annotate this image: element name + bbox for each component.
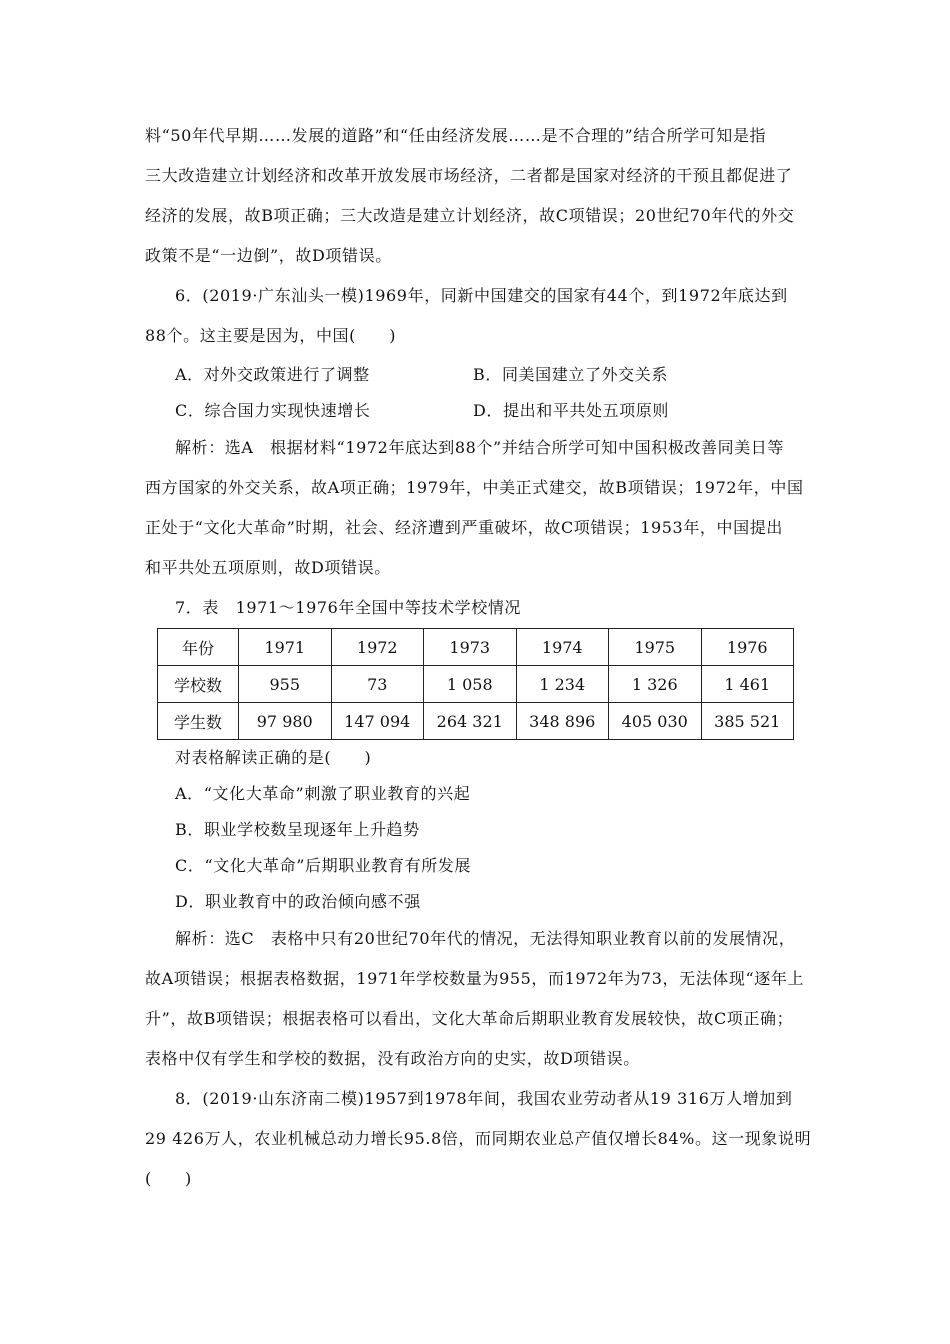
option-c: C．“文化大革命”后期职业教育有所发展 [175, 856, 472, 875]
table-cell: 405 030 [609, 703, 702, 740]
table-cell: 147 094 [331, 703, 424, 740]
table-row [158, 703, 794, 740]
paragraph-line: 料“50年代早期……发展的道路”和“任由经济发展……是不合理的”结合所学可知是指 [145, 126, 767, 145]
option-d: D．职业教育中的政治倾向感不强 [175, 892, 421, 911]
question-6-options-row [175, 401, 825, 421]
question-6-analysis: 正处于“文化大革命”时期，社会、经济遭到严重破坏，故C项错误；1953年，中国提出 [145, 518, 783, 537]
table-cell: 1974 [516, 629, 609, 666]
table-cell: 97 980 [239, 703, 332, 740]
question-6-stem: 88个。这主要是因为，中国( ) [145, 326, 397, 345]
question-8-stem: ( ) [145, 1169, 192, 1188]
table-cell: 1 234 [516, 666, 609, 703]
question-6-analysis: 西方国家的外交关系，故A项正确；1979年，中美正式建交，故B项错误；1972年，中国 [145, 478, 804, 497]
question-6-options-row [175, 365, 825, 385]
table-cell: 348 896 [516, 703, 609, 740]
option-c: C．综合国力实现快速增长 [175, 401, 371, 420]
option-b: B．职业学校数呈现逐年上升趋势 [175, 820, 420, 839]
table-row [158, 666, 794, 703]
table-cell: 1972 [331, 629, 424, 666]
table-cell: 学生数 [158, 703, 239, 740]
question-7-analysis: 故A项错误；根据表格数据，1971年学校数量为955，而1972年为73，无法体现“逐年上 [145, 969, 805, 988]
table-cell: 264 321 [424, 703, 517, 740]
paragraph-line: 政策不是“一边倒”，故D项错误。 [145, 246, 392, 265]
table-header-row [158, 629, 794, 666]
table-cell: 73 [331, 666, 424, 703]
table-cell: 385 521 [701, 703, 794, 740]
table-cell: 1975 [609, 629, 702, 666]
question-7-analysis: 表格中仅有学生和学校的数据，没有政治方向的史实，故D项错误。 [145, 1049, 640, 1068]
question-7-stem: 对表格解读正确的是( ) [175, 748, 372, 767]
option-a: A．对外交政策进行了调整 [175, 365, 370, 384]
question-6-analysis: 和平共处五项原则，故D项错误。 [145, 558, 391, 577]
table-cell: 1971 [239, 629, 332, 666]
question-7-caption: 7．表 1971～1976年全国中等技术学校情况 [175, 598, 522, 617]
table-cell: 学校数 [158, 666, 239, 703]
option-b: B．同美国建立了外交关系 [473, 365, 668, 384]
table-cell: 1 326 [609, 666, 702, 703]
question-8-stem: 29 426万人，农业机械总动力增长95.8倍，而同期农业总产值仅增长84%。这一现象说明 [145, 1129, 812, 1148]
question-7-analysis: 升”，故B项错误；根据表格可以看出，文化大革命后期职业教育发展较快，故C项正确； [145, 1009, 794, 1028]
question-7-analysis: 解析：选C 表格中只有20世纪70年代的情况，无法得知职业教育以前的发展情况， [175, 929, 796, 948]
table-cell: 1976 [701, 629, 794, 666]
table-cell: 年份 [158, 629, 239, 666]
table-cell: 1 461 [701, 666, 794, 703]
paragraph-line: 三大改造建立计划经济和改革开放发展市场经济，二者都是国家对经济的干预且都促进了 [145, 166, 793, 185]
table-cell: 1973 [424, 629, 517, 666]
option-d: D．提出和平共处五项原则 [473, 401, 670, 420]
question-6-stem: 6．(2019·广东汕头一模)1969年，同新中国建交的国家有44个，到1972年底达到 [175, 286, 788, 305]
option-a: A．“文化大革命”刺激了职业教育的兴起 [175, 784, 471, 803]
question-6-analysis: 解析：选A 根据材料“1972年底达到88个”并结合所学可知中国积极改善同美日等 [175, 438, 784, 457]
table-cell: 1 058 [424, 666, 517, 703]
table-cell: 955 [239, 666, 332, 703]
question-8-stem: 8．(2019·山东济南二模)1957到1978年间，我国农业劳动者从19 316万人增加到 [175, 1089, 793, 1108]
paragraph-line: 经济的发展，故B项正确；三大改造是建立计划经济，故C项错误；20世纪70年代的外交 [145, 206, 795, 225]
school-stats-table [157, 628, 794, 740]
